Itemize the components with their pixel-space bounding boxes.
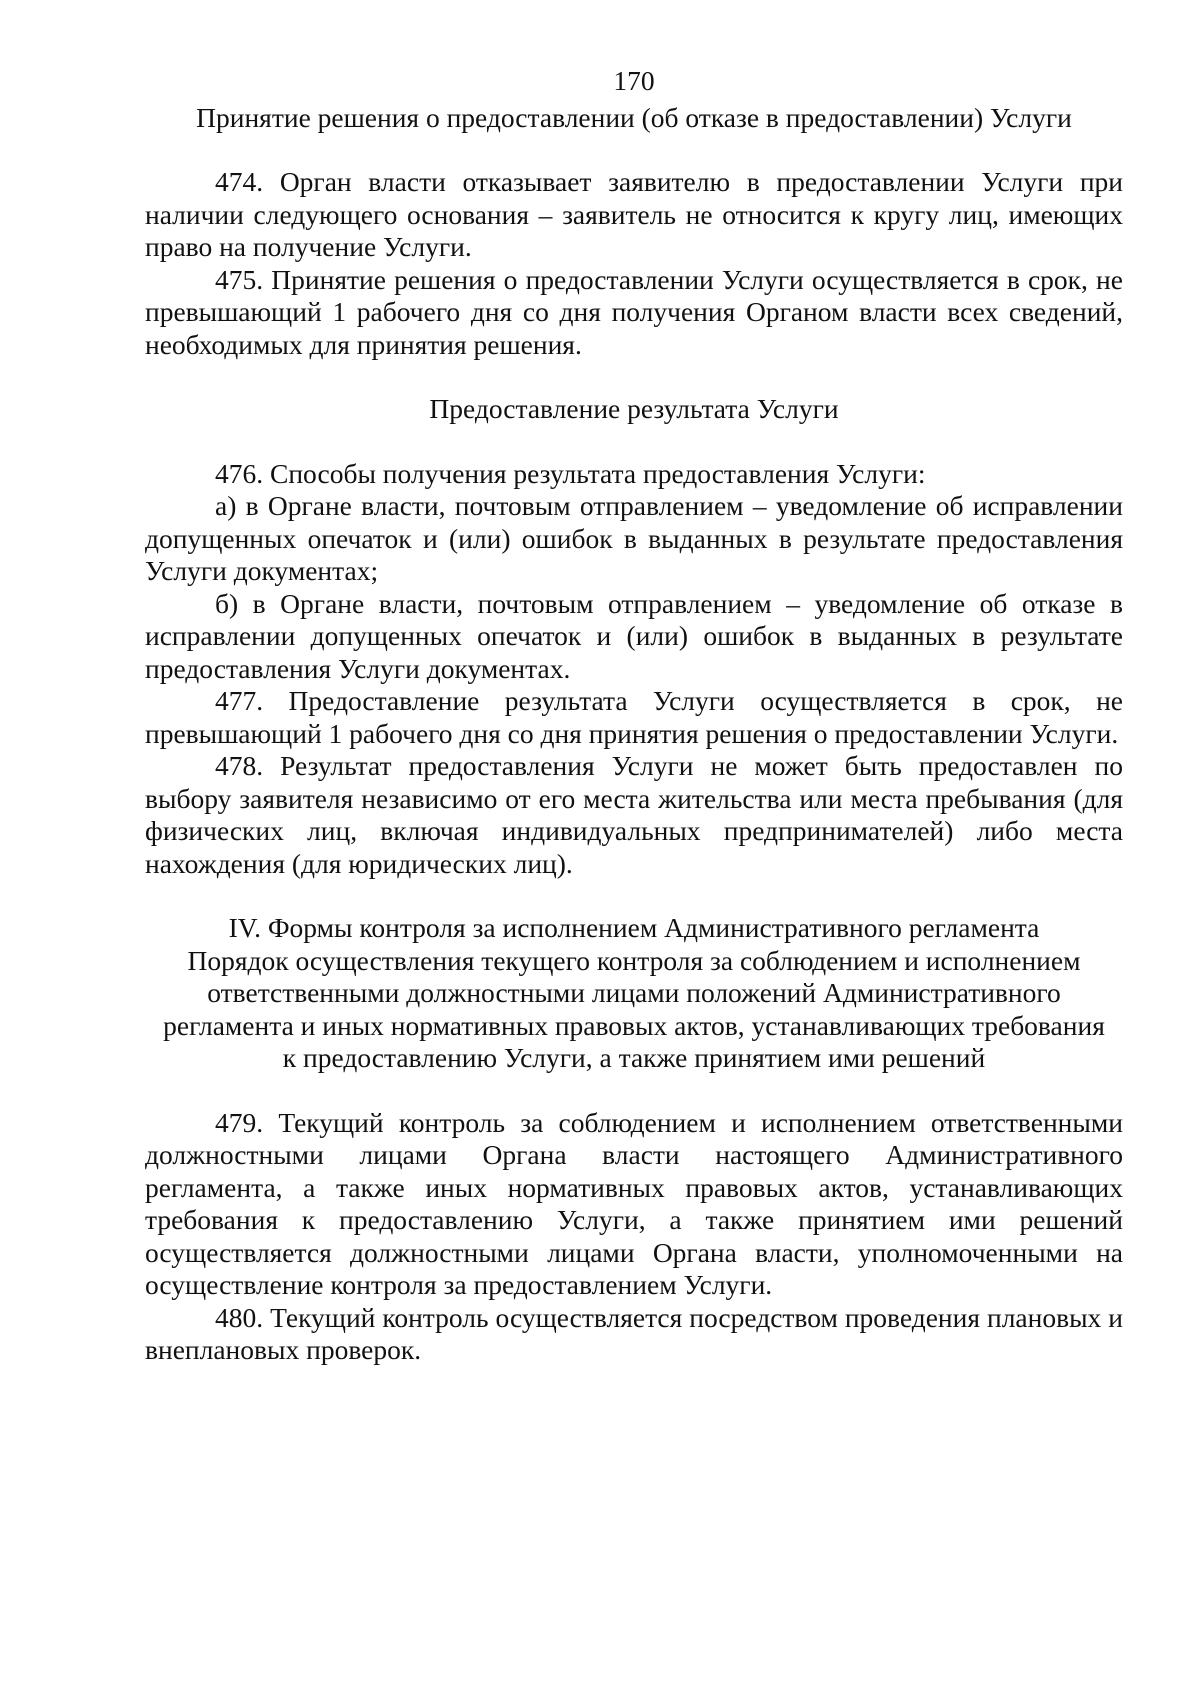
paragraph-477: 477. Предоставление результата Услуги осуществляется в срок, не превышающий 1 рабочего дня со дня принятия решения о предоставлении Услуги. <box>145 685 1123 749</box>
paragraph-478: 478. Результат предоставления Услуги не может быть предоставлен по выбору заявителя независимо от его места жительства или места пребывания (для физических лиц, включая индивидуальных предпринимателей) либо места нахождения (для юридических лиц). <box>145 750 1123 879</box>
paragraph-476-b: б) в Органе власти, почтовым отправлением – уведомление об отказе в исправлении допущенных опечаток и (или) ошибок в выданных в результате предоставления Услуги документах. <box>145 587 1123 684</box>
paragraph-475: 475. Принятие решения о предоставлении Услуги осуществляется в срок, не превышающий 1 рабочего дня со дня получения Органом власти всех сведений, необходимых для принятия решения. <box>145 263 1123 360</box>
paragraph-479: 479. Текущий контроль за соблюдением и исполнением ответственными должностными лицами Органа власти настоящего Административного регламента, а также иных нормативных правовых актов, устанавливающих требования к предоставлению Услуги, а также принятием ими решений осуществляется должностными лицами Органа власти, уполномоченными на осуществление контроля за предоставлением Услуги. <box>145 1106 1123 1300</box>
paragraph-474: 474. Орган власти отказывает заявителю в предоставлении Услуги при наличии следующего основания – заявитель не относится к кругу лиц, имеющих право на получение Услуги. <box>145 166 1123 262</box>
section-heading-line: к предоставлению Услуги, а также принятием ими решений <box>282 1042 986 1073</box>
page-number: 170 <box>613 65 655 96</box>
paragraph-480: 480. Текущий контроль осуществляется посредством проведения плановых и внеплановых проверок. <box>145 1301 1123 1365</box>
paragraph-476: 476. Способы получения результата предоставления Услуги: <box>215 457 926 489</box>
spacer <box>145 361 1123 393</box>
section-heading-line: ответственными должностными лицами положений Административного <box>207 977 1061 1008</box>
section-heading-control <box>145 912 1123 1075</box>
section-heading-result: Предоставление результата Услуги <box>429 393 839 424</box>
section-heading-line: Порядок осуществления текущего контроля за соблюдением и исполнением <box>187 944 1081 976</box>
section-heading-line: регламента и иных нормативных правовых актов, устанавливающих требования <box>163 1009 1105 1041</box>
spacer <box>145 880 1123 912</box>
document-page <box>145 65 1123 1367</box>
spacer <box>145 1075 1123 1107</box>
section-heading-line: IV. Формы контроля за исполнением Административного регламента <box>228 912 1040 943</box>
spacer <box>145 426 1123 458</box>
paragraph-476-a: а) в Органе власти, почтовым отправлением – уведомление об исправлении допущенных опечаток и (или) ошибок в выданных в результате предоставления Услуги документах; <box>145 490 1123 586</box>
spacer <box>145 134 1123 166</box>
section-heading-decision: Принятие решения о предоставлении (об отказе в предоставлении) Услуги <box>196 101 1072 133</box>
